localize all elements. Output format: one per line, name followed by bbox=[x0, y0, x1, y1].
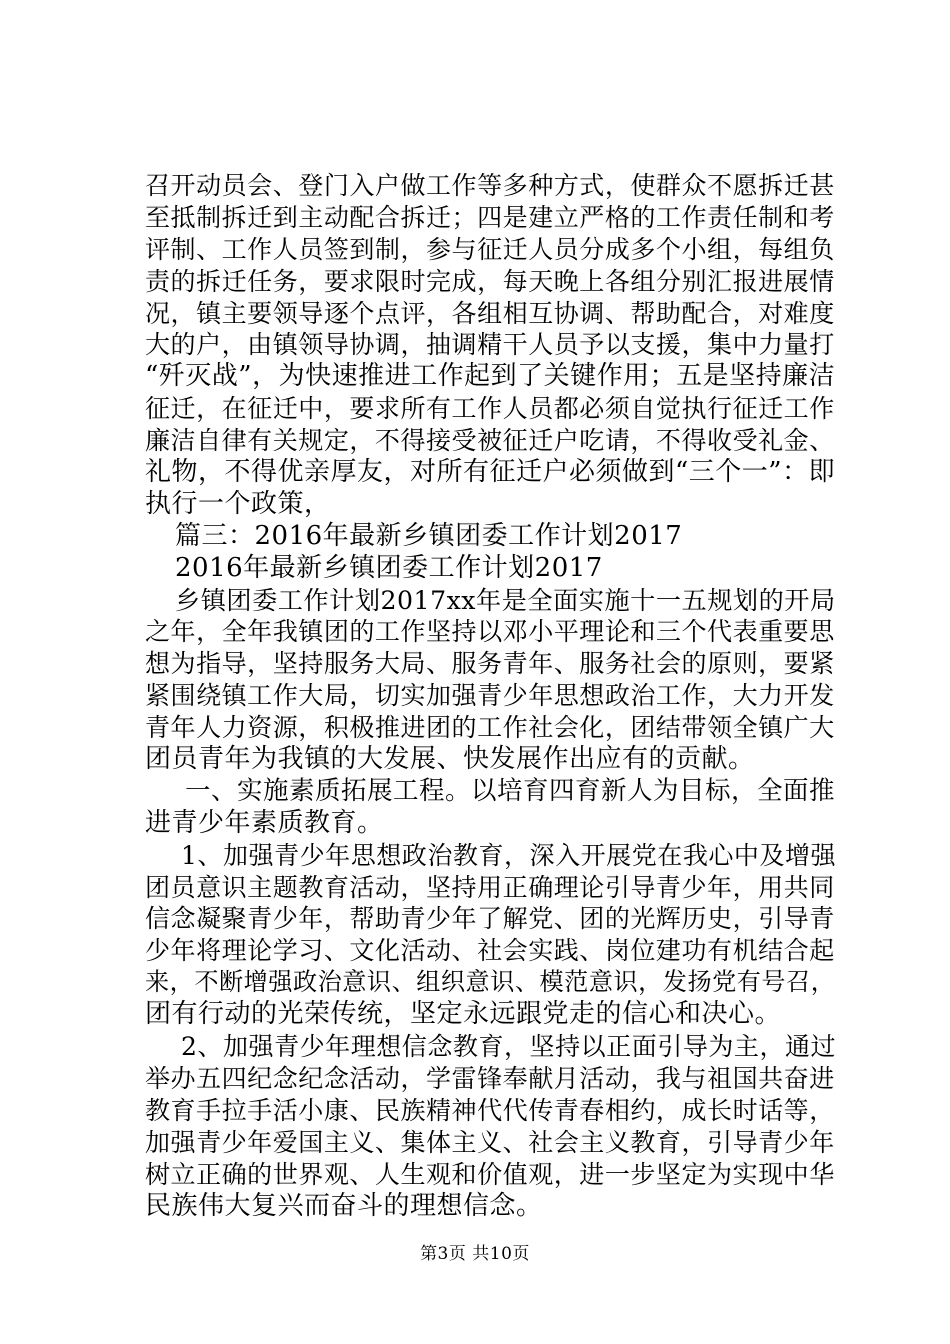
text-line: 况，镇主要领导逐个点评，各组相互协调、帮助配合，对难度 bbox=[145, 298, 835, 328]
text-line: 民族伟大复兴而奋斗的理想信念。 bbox=[145, 1190, 543, 1221]
document-body bbox=[145, 170, 837, 1222]
text-line: 2016年最新乡镇团委工作计划2017 bbox=[175, 552, 603, 583]
page-footer: 第3页 共10页 bbox=[420, 1244, 530, 1264]
text-line: 征迁，在征迁中，要求所有工作人员都必须自觉执行征迁工作 bbox=[145, 394, 835, 424]
text-line: 信念凝聚青少年，帮助青少年了解党、团的光辉历史，引导青 bbox=[145, 904, 835, 934]
text-line: 之年，全年我镇团的工作坚持以邓小平理论和三个代表重要思 bbox=[145, 617, 835, 647]
text-line: 责的拆迁任务，要求限时完成，每天晚上各组分别汇报进展情 bbox=[145, 266, 835, 296]
text-line: 教育手拉手活小康、民族精神代代传青春相约，成长时话等， bbox=[145, 1095, 835, 1125]
text-line: 1、加强青少年思想政治教育，深入开展党在我心中及增强 bbox=[181, 840, 837, 870]
text-line: 评制、工作人员签到制，参与征迁人员分成多个小组，每组负 bbox=[145, 234, 835, 264]
text-line: 青年人力资源，积极推进团的工作社会化，团结带领全镇广大 bbox=[145, 713, 835, 743]
text-line: 少年将理论学习、文化活动、社会实践、岗位建功有机结合起 bbox=[145, 936, 835, 966]
text-line: 紧围绕镇工作大局，切实加强青少年思想政治工作，大力开发 bbox=[145, 681, 835, 711]
text-line: 礼物，不得优亲厚友，对所有征迁户必须做到“三个一”：即 bbox=[145, 457, 836, 488]
text-line: 进青少年素质教育。 bbox=[145, 807, 384, 838]
text-line: 召开动员会、登门入户做工作等多种方式，使群众不愿拆迁甚 bbox=[145, 171, 835, 200]
text-line: 团员意识主题教育活动，坚持用正确理论引导青少年，用共同 bbox=[145, 872, 835, 902]
text-line: 来，不断增强政治意识、组织意识、模范意识，发扬党有号召， bbox=[145, 968, 836, 997]
text-line: 乡镇团委工作计划2017xx年是全面实施十一五规划的开局 bbox=[175, 585, 836, 615]
text-line: 加强青少年爱国主义、集体主义、社会主义教育，引导青少年 bbox=[145, 1127, 835, 1157]
text-line: 团有行动的光荣传统，坚定永远跟党走的信心和决心。 bbox=[145, 999, 782, 1030]
text-line: 一、实施素质拓展工程。以培育四育新人为目标，全面推 bbox=[185, 775, 836, 806]
text-line: 至抵制拆迁到主动配合拆迁；四是建立严格的工作责任制和考 bbox=[145, 202, 835, 232]
text-line: 2、加强青少年理想信念教育，坚持以正面引导为主，通过 bbox=[181, 1032, 837, 1062]
text-line: 团员青年为我镇的大发展、快发展作出应有的贡献。 bbox=[145, 744, 755, 775]
text-line: 举办五四纪念纪念活动，学雷锋奉献月活动，我与祖国共奋进 bbox=[145, 1063, 835, 1093]
text-line: “歼灭战”，为快速推进工作起到了关键作用；五是坚持廉洁 bbox=[145, 361, 836, 392]
text-line: 廉洁自律有关规定，不得接受被征迁户吃请，不得收受礼金、 bbox=[145, 426, 835, 456]
text-line: 树立正确的世界观、人生观和价值观，进一步坚定为实现中华 bbox=[145, 1159, 835, 1189]
text-line: 大的户，由镇领导协调，抽调精干人员予以支援，集中力量打 bbox=[145, 330, 835, 360]
text-line: 执行一个政策， bbox=[145, 488, 331, 519]
text-line: 想为指导，坚持服务大局、服务青年、服务社会的原则，要紧 bbox=[145, 649, 835, 679]
text-line: 篇三：2016年最新乡镇团委工作计划2017 bbox=[175, 520, 683, 551]
